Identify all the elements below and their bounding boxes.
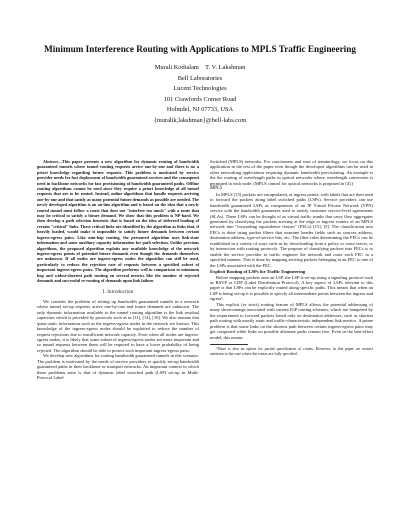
paragraph: Before mapping packets onto an LSP, the LSP is set-up using a signaling protocol such as RSVP or LDP (Label Distribution Protocol). A key aspect of LSPs relevant to this paper is that LSPs can be explicitly routed along specific paths. This means that when an LSP is being set-up it is possible to specify all intermediate points between the ingress and egress¹. (210, 274, 373, 302)
left-column (37, 159, 199, 381)
footnote: ¹There is also an option for partial specification of routes. However, in this paper we restrict attention to the case where the routes are fully specified. (210, 346, 373, 356)
paragraph: This explicit (or strict) routing feature of MPLS allows the potential addressing of many shortcomings associated with current IGP routing schemes, which are hampered by the requirement to forward packets based only on destination addresses, such as shortest path routing with mostly static and traffic-characteristic independent link metrics. A prime problem is that some links on the shortest path between certain ingress-egress pairs may get congested while links on possible alternate paths remain free. Even in the best-effort model, this means (210, 301, 373, 340)
author-block (0, 63, 400, 127)
right-column (210, 159, 373, 356)
affiliation-line: 101 Crawfords Corner Road (163, 95, 237, 103)
author-names: Murali Kodialam T. V. Lakshman (154, 64, 246, 71)
affiliation-line: Bell Laboratories (177, 74, 223, 82)
paragraph: We develop new algorithms for routing bandwidth guaranteed tunnels in this scenario. The problem is motivated by the needs of service providers to quickly set-up bandwidth guaranteed paths in their backbone or transport networks. An important context in which these problems arise is that of dynamic label switched path (LSP) set-up in Multi-Protocol Label (37, 353, 199, 381)
subheading-explicit-routing: Explicit Routing of LSPs for Traffic Engineering (210, 269, 306, 275)
paper-title: Minimum Interference Routing with Applications to MPLS Traffic Engineering (44, 44, 356, 54)
section-heading-introduction: I. Introduction (102, 290, 134, 296)
paragraph: In MPLS [15] packets are encapsulated, at ingress points, with labels that are then used to forward the packets along label switched paths (LSPs). Service providers can use bandwidth guaranteed LSPs as components of an IP Virtual Private Network (VPN) service with the bandwidth guarantees used to satisfy customer service-level agreements (SLAs). These LSPs can be thought of as virtual traffic trunks that carry flow aggregates generated by classifying the packets arriving at the edge or ingress routers of an MPLS network into "forwarding equivalence classes" (FECs) [15], [5]. The classification into FECs is done using packet filters that examine header fields such as sources address, destination address, type-of-service bits, etc. The filter rules determining the FECs can be established in a variety of ways such as by downloading from a policy or route server, or by interaction with routing protocols. The purpose of classifying packets into FECs is to enable the service provider to traffic engineer the network and route each FEC in a specified manner. This is done by mapping arriving packets belonging to an FEC to one of the LSPs associated with the FEC. (210, 191, 373, 268)
abstract-label: Abstract— (43, 159, 62, 164)
paragraph: Switched (MPLS) networks. For conciseness and ease of terminology, we focus on this application in the rest of the paper even though the developed algorithms can be used in other networking applications requiring dynamic bandwidth provisioning. An example is the the routing of wavelength paths in optical networks where wavelength conversion is permitted in each node. (MPLS control for optical networks is proposed in [4].) (210, 159, 373, 186)
paragraph: We consider the problem of setting up bandwidth guaranteed tunnels in a network where tunnel set-up requests arrive one-by-one and future demands are unknown. The only dynamic information available to the tunnel routing algorithm is the link residual capacities which is provided by protocols such as in [11], [14], [16]. We also assume that quasi-static information such as the ingress-egress nodes in the network are known. This knowledge of the ingress-egress nodes should be exploited to reduce the number of request rejections due to insufficient network capacity. Even when all nodes are ingress-egress nodes, it is likely that some subset of ingress-egress nodes are more important and so tunnel requests between them will be required to have a lower probability of being rejected. The algorithm should be able to protect such important ingress-egress pairs. (37, 298, 199, 353)
subheading-mpls: MPLS (210, 186, 222, 192)
abstract (37, 159, 199, 283)
footnote-rule (210, 344, 248, 345)
author-email: {muralik,lakshman}@bell-labs.com (153, 116, 247, 124)
affiliation-line: Holmdel, NJ 07733, USA (166, 106, 234, 114)
affiliation-line: Lucent Technologies (173, 85, 227, 93)
abstract-text: This paper presents a new algorithm for dynamic routing of bandwidth guaranteed tunnels where tunnel routing requests arrive one-by-one and there is no a priori knowledge regarding future requests. This problem is motivated by service provider needs for fast deployment of bandwidth guaranteed services and the consequent need in backbone networks for fast provisioning of bandwidth guaranteed paths. Offline routing algorithms cannot be used since they require a priori knowledge of all tunnel requests that are to be routed. Instead, online algorithms that handle requests arriving one-by-one and that satisfy as many potential future demands as possible are needed. The newly developed algorithm is an on-line algorithm and is based on the idea that a newly routed tunnel must follow a route that does not "interfere too much" with a route that may be critical to satisfy a future demand. We show that this problem is NP-hard. We then develop a path selection heuristic that is based on the idea of deferred loading of certain "critical" links. These critical links are identified by the algorithm as links that, if heavily loaded, would make it impossible to satisfy future demands between certain ingress-egress pairs. Like min-hop routing, the presented algorithm uses link-state information and some auxiliary capacity information for path selection. Unlike previous algorithms, the proposed algorithm exploits any available knowledge of the network ingress-egress points of potential future demands even though the demands themselves are unknown. If all nodes are ingress-egress nodes the algorithm can still be used, particularly to reduce the rejection rate of requests between a specified subset of important ingress-egress pairs. The algorithm performs well in comparison to minimum hop and widest-shortest path routing on several metrics like the number of rejected demands and successful re-routing of demands upon link failure. (37, 159, 199, 283)
